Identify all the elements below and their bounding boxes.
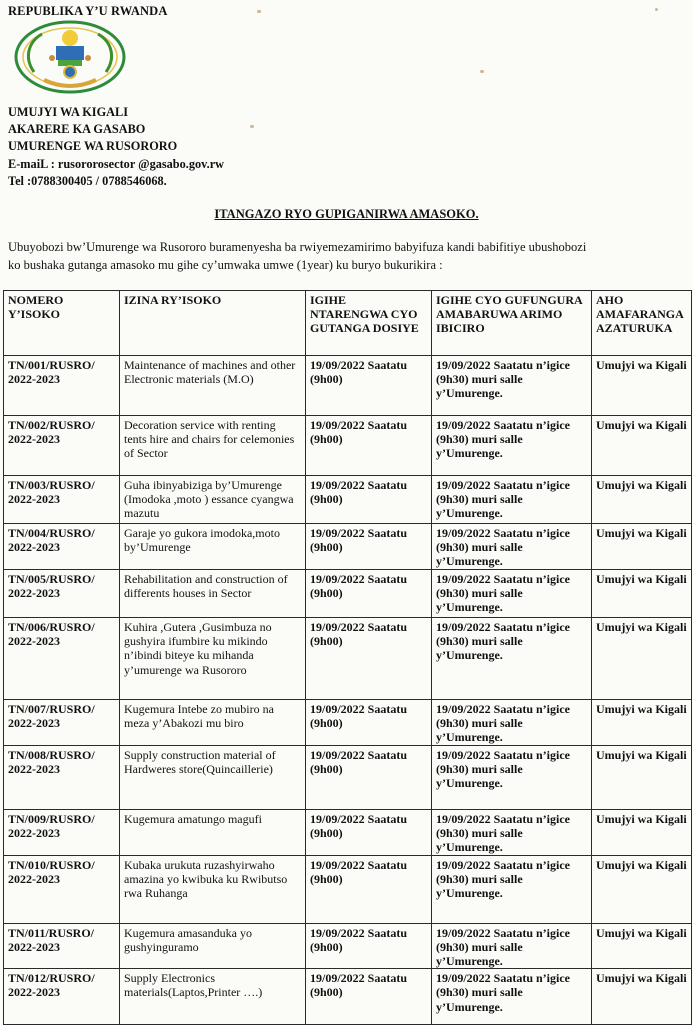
submission-deadline: 19/09/2022 Saatatu (9h00) <box>306 810 432 856</box>
tender-name: Supply Electronics materials(Laptos,Printer ….) <box>120 969 306 1025</box>
table-row <box>4 700 692 746</box>
funding-source: Umujyi wa Kigali <box>592 700 692 746</box>
scan-speck <box>655 8 658 11</box>
bid-opening: 19/09/2022 Saatatu n’igice (9h30) muri salle y’Umurenge. <box>432 416 592 476</box>
bid-opening: 19/09/2022 Saatatu n’igice (9h30) muri salle y’Umurenge. <box>432 570 592 618</box>
table-row <box>4 416 692 476</box>
funding-source: Umujyi wa Kigali <box>592 969 692 1025</box>
tender-name: Supply construction material of Hardweres store(Quincaillerie) <box>120 746 306 810</box>
org-city: UMUJYI WA KIGALI <box>8 105 129 119</box>
org-email: E-maiL : rusororosector @gasabo.gov.rw <box>8 156 225 171</box>
funding-source: Umujyi wa Kigali <box>592 855 692 923</box>
table-row <box>4 923 692 969</box>
tender-name: Guha ibinyabiziga by’Umurenge (Imodoka ,moto ) essance cyangwa mazutu <box>120 476 306 524</box>
tender-number: TN/002/RUSRO/ 2022-2023 <box>4 416 120 476</box>
tender-name: Maintenance of machines and other Electronic materials (M.O) <box>120 356 306 416</box>
submission-deadline: 19/09/2022 Saatatu (9h00) <box>306 524 432 570</box>
table-row <box>4 618 692 700</box>
submission-deadline: 19/09/2022 Saatatu (9h00) <box>306 356 432 416</box>
submission-deadline: 19/09/2022 Saatatu (9h00) <box>306 476 432 524</box>
tender-number: TN/011/RUSRO/ 2022-2023 <box>4 923 120 969</box>
tender-name: Kuhira ,Gutera ,Gusimbuza no gushyira ifumbire ku mikindo n’ibindi biteye ku mihanda y’umurenge wa Rusororo <box>120 618 306 700</box>
column-header-deadline: IGIHE NTARENGWA CYO GUTANGA DOSIYE <box>306 291 432 356</box>
tender-number: TN/008/RUSRO/ 2022-2023 <box>4 746 120 810</box>
intro-line-1: Ubuyobozi bw’Umurenge wa Rusororo buramenyesha ba rwiyemezamirimo babyifuza kandi babifitiye ubushobozi <box>8 240 587 254</box>
funding-source: Umujyi wa Kigali <box>592 356 692 416</box>
scan-speck <box>257 10 261 13</box>
column-header-opening: IGIHE CYO GUFUNGURA AMABARUWA ARIMO IBICIRO <box>432 291 592 356</box>
funding-source: Umujyi wa Kigali <box>592 923 692 969</box>
funding-source: Umujyi wa Kigali <box>592 746 692 810</box>
country-name: REPUBLIKA Y’U RWANDA <box>8 4 168 18</box>
tender-number: TN/012/RUSRO/ 2022-2023 <box>4 969 120 1025</box>
tender-number: TN/010/RUSRO/ 2022-2023 <box>4 855 120 923</box>
table-row <box>4 969 692 1025</box>
table-header-row <box>4 291 692 356</box>
bid-opening: 19/09/2022 Saatatu n’igice (9h30) muri salle y’Umurenge. <box>432 855 592 923</box>
submission-deadline: 19/09/2022 Saatatu (9h00) <box>306 969 432 1025</box>
funding-source: Umujyi wa Kigali <box>592 618 692 700</box>
org-phone: Tel :0788300405 / 0788546068. <box>8 173 167 188</box>
submission-deadline: 19/09/2022 Saatatu (9h00) <box>306 570 432 618</box>
table-row <box>4 524 692 570</box>
funding-source: Umujyi wa Kigali <box>592 416 692 476</box>
intro-line-2: ko bushaka gutanga amasoko mu gihe cy’umwaka umwe (1year) ku buryo bukurikira : <box>8 258 443 272</box>
notice-title: ITANGAZO RYO GUPIGANIRWA AMASOKO. <box>214 207 479 221</box>
tender-number: TN/001/RUSRO/ 2022-2023 <box>4 356 120 416</box>
tender-name: Rehabilitation and construction of differents houses in Sector <box>120 570 306 618</box>
notice-intro <box>8 238 678 274</box>
table-row <box>4 810 692 856</box>
tender-number: TN/005/RUSRO/ 2022-2023 <box>4 570 120 618</box>
tender-name: Kugemura amasanduka yo gushyinguramo <box>120 923 306 969</box>
tender-name: Kugemura amatungo magufi <box>120 810 306 856</box>
tender-name: Kubaka urukuta ruzashyirwaho amazina yo kwibuka ku Rwibutso rwa Ruhanga <box>120 855 306 923</box>
scan-speck <box>480 70 484 73</box>
table-row <box>4 570 692 618</box>
bid-opening: 19/09/2022 Saatatu n’igice (9h30) muri salle y’Umurenge. <box>432 923 592 969</box>
column-header-name: IZINA RY’ISOKO <box>120 291 306 356</box>
bid-opening: 19/09/2022 Saatatu n’igice (9h30) muri salle y’Umurenge. <box>432 356 592 416</box>
org-sector: UMURENGE WA RUSORORO <box>8 139 178 154</box>
funding-source: Umujyi wa Kigali <box>592 570 692 618</box>
letterhead <box>8 4 167 19</box>
coat-of-arms-icon <box>14 20 126 94</box>
tender-name: Garaje yo gukora imodoka,moto by’Umurenge <box>120 524 306 570</box>
tender-name: Kugemura Intebe zo mubiro na meza y’Abakozi mu biro <box>120 700 306 746</box>
funding-source: Umujyi wa Kigali <box>592 810 692 856</box>
table-row <box>4 746 692 810</box>
submission-deadline: 19/09/2022 Saatatu (9h00) <box>306 618 432 700</box>
funding-source: Umujyi wa Kigali <box>592 524 692 570</box>
bid-opening: 19/09/2022 Saatatu n’igice (9h30) muri salle y’Umurenge. <box>432 618 592 700</box>
table-row <box>4 476 692 524</box>
column-header-number: NOMERO Y’ISOKO <box>4 291 120 356</box>
column-header-source: AHO AMAFARANGA AZATURUKA <box>592 291 692 356</box>
submission-deadline: 19/09/2022 Saatatu (9h00) <box>306 746 432 810</box>
submission-deadline: 19/09/2022 Saatatu (9h00) <box>306 923 432 969</box>
bid-opening: 19/09/2022 Saatatu n’igice (9h30) muri salle y’Umurenge. <box>432 476 592 524</box>
table-row <box>4 356 692 416</box>
org-district: AKARERE KA GASABO <box>8 122 146 137</box>
tender-number: TN/004/RUSRO/ 2022-2023 <box>4 524 120 570</box>
tender-name: Decoration service with renting tents hire and chairs for celemonies of Sector <box>120 416 306 476</box>
bid-opening: 19/09/2022 Saatatu n’igice (9h30) muri salle y’Umurenge. <box>432 969 592 1025</box>
tender-number: TN/009/RUSRO/ 2022-2023 <box>4 810 120 856</box>
bid-opening: 19/09/2022 Saatatu n’igice (9h30) muri salle y’Umurenge. <box>432 524 592 570</box>
tender-number: TN/003/RUSRO/ 2022-2023 <box>4 476 120 524</box>
tenders-table <box>3 290 692 1025</box>
table-row <box>4 855 692 923</box>
tender-number: TN/006/RUSRO/ 2022-2023 <box>4 618 120 700</box>
funding-source: Umujyi wa Kigali <box>592 476 692 524</box>
tender-number: TN/007/RUSRO/ 2022-2023 <box>4 700 120 746</box>
submission-deadline: 19/09/2022 Saatatu (9h00) <box>306 416 432 476</box>
submission-deadline: 19/09/2022 Saatatu (9h00) <box>306 700 432 746</box>
scan-speck <box>250 125 254 128</box>
organization-block <box>8 104 224 190</box>
submission-deadline: 19/09/2022 Saatatu (9h00) <box>306 855 432 923</box>
bid-opening: 19/09/2022 Saatatu n’igice (9h30) muri salle y’Umurenge. <box>432 746 592 810</box>
bid-opening: 19/09/2022 Saatatu n’igice (9h30) muri salle y’Umurenge. <box>432 700 592 746</box>
bid-opening: 19/09/2022 Saatatu n’igice (9h30) muri salle y’Umurenge. <box>432 810 592 856</box>
